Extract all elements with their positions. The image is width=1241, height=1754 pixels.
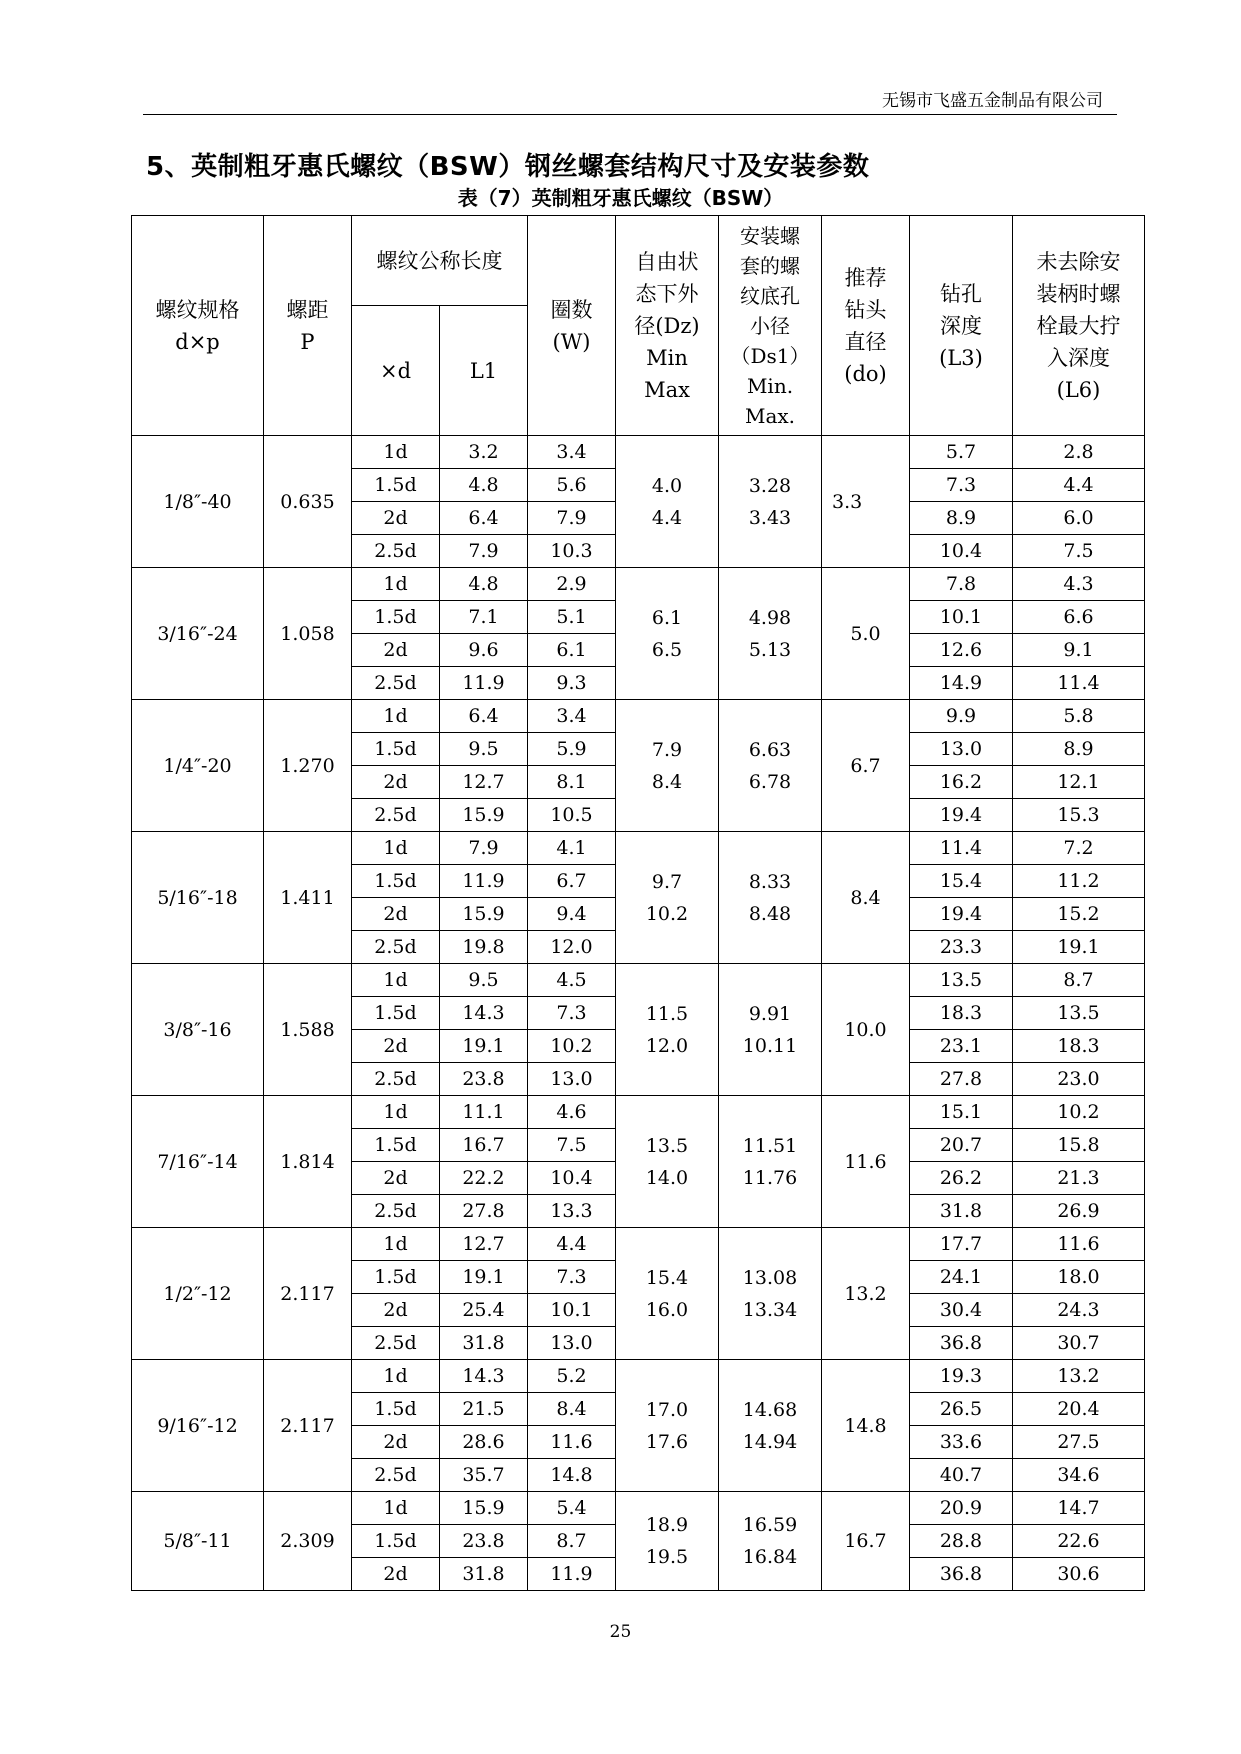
- drill-dia-cell: 6.7: [822, 700, 910, 832]
- max-depth-cell: 20.4: [1013, 1393, 1145, 1426]
- thread-spec-cell: 1/8″-40: [132, 436, 264, 568]
- l1-cell: 22.2: [440, 1162, 528, 1195]
- thread-spec-cell: 7/16″-14: [132, 1096, 264, 1228]
- drill-depth-cell: 13.0: [910, 733, 1013, 766]
- drill-dia-cell: 5.0: [822, 568, 910, 700]
- turns-cell: 14.8: [528, 1459, 616, 1492]
- l1-cell: 21.5: [440, 1393, 528, 1426]
- drill-depth-cell: 31.8: [910, 1195, 1013, 1228]
- drill-depth-cell: 26.2: [910, 1162, 1013, 1195]
- drill-depth-cell: 19.4: [910, 898, 1013, 931]
- l1-cell: 23.8: [440, 1063, 528, 1096]
- xd-cell: 1.5d: [352, 733, 440, 766]
- l1-cell: 3.2: [440, 436, 528, 469]
- table-row: [132, 436, 1145, 469]
- drill-depth-cell: 9.9: [910, 700, 1013, 733]
- col-header-spec: 螺纹规格 d×p: [132, 216, 264, 436]
- l1-cell: 25.4: [440, 1294, 528, 1327]
- free-od-cell: 13.5 14.0: [616, 1096, 719, 1228]
- drill-depth-cell: 14.9: [910, 667, 1013, 700]
- drill-depth-cell: 40.7: [910, 1459, 1013, 1492]
- max-depth-cell: 8.7: [1013, 964, 1145, 997]
- xd-cell: 1.5d: [352, 1261, 440, 1294]
- hole-minor-cell: 14.68 14.94: [719, 1360, 822, 1492]
- max-depth-cell: 30.6: [1013, 1558, 1145, 1591]
- max-depth-cell: 10.2: [1013, 1096, 1145, 1129]
- section-title: 5、英制粗牙惠氏螺纹（BSW）钢丝螺套结构尺寸及安装参数: [146, 152, 870, 182]
- max-depth-cell: 15.3: [1013, 799, 1145, 832]
- xd-cell: 2.5d: [352, 931, 440, 964]
- drill-depth-cell: 30.4: [910, 1294, 1013, 1327]
- max-depth-cell: 21.3: [1013, 1162, 1145, 1195]
- max-depth-cell: 4.4: [1013, 469, 1145, 502]
- l1-cell: 15.9: [440, 1492, 528, 1525]
- drill-depth-cell: 19.4: [910, 799, 1013, 832]
- turns-cell: 6.1: [528, 634, 616, 667]
- drill-depth-cell: 5.7: [910, 436, 1013, 469]
- drill-depth-cell: 20.7: [910, 1129, 1013, 1162]
- drill-dia-cell: 10.0: [822, 964, 910, 1096]
- turns-cell: 7.5: [528, 1129, 616, 1162]
- pitch-cell: 1.058: [264, 568, 352, 700]
- pitch-cell: 1.588: [264, 964, 352, 1096]
- max-depth-cell: 15.8: [1013, 1129, 1145, 1162]
- turns-cell: 13.0: [528, 1327, 616, 1360]
- xd-cell: 1.5d: [352, 997, 440, 1030]
- turns-cell: 10.4: [528, 1162, 616, 1195]
- thread-spec-cell: 5/16″-18: [132, 832, 264, 964]
- max-depth-cell: 15.2: [1013, 898, 1145, 931]
- turns-cell: 8.4: [528, 1393, 616, 1426]
- header-divider: [143, 114, 1117, 115]
- pitch-cell: 1.814: [264, 1096, 352, 1228]
- pitch-cell: 0.635: [264, 436, 352, 568]
- max-depth-cell: 34.6: [1013, 1459, 1145, 1492]
- turns-cell: 11.6: [528, 1426, 616, 1459]
- l1-cell: 14.3: [440, 1360, 528, 1393]
- l1-cell: 16.7: [440, 1129, 528, 1162]
- hole-minor-cell: 11.51 11.76: [719, 1096, 822, 1228]
- drill-dia-cell: 3.3: [822, 436, 910, 568]
- thread-spec-cell: 1/2″-12: [132, 1228, 264, 1360]
- hole-minor-cell: 8.33 8.48: [719, 832, 822, 964]
- turns-cell: 13.0: [528, 1063, 616, 1096]
- xd-cell: 2.5d: [352, 1327, 440, 1360]
- table-row: [132, 1096, 1145, 1129]
- xd-cell: 2d: [352, 1294, 440, 1327]
- turns-cell: 9.4: [528, 898, 616, 931]
- max-depth-cell: 24.3: [1013, 1294, 1145, 1327]
- thread-spec-cell: 3/8″-16: [132, 964, 264, 1096]
- drill-depth-cell: 19.3: [910, 1360, 1013, 1393]
- max-depth-cell: 5.8: [1013, 700, 1145, 733]
- max-depth-cell: 19.1: [1013, 931, 1145, 964]
- pitch-cell: 2.117: [264, 1360, 352, 1492]
- turns-cell: 5.1: [528, 601, 616, 634]
- thread-spec-cell: 3/16″-24: [132, 568, 264, 700]
- drill-depth-cell: 23.1: [910, 1030, 1013, 1063]
- turns-cell: 3.4: [528, 436, 616, 469]
- l1-cell: 12.7: [440, 766, 528, 799]
- table-row: [132, 700, 1145, 733]
- free-od-cell: 15.4 16.0: [616, 1228, 719, 1360]
- col-header-nominal-length: 螺纹公称长度: [352, 216, 528, 306]
- turns-cell: 5.4: [528, 1492, 616, 1525]
- xd-cell: 1d: [352, 1492, 440, 1525]
- l1-cell: 11.9: [440, 865, 528, 898]
- drill-depth-cell: 8.9: [910, 502, 1013, 535]
- xd-cell: 1d: [352, 1096, 440, 1129]
- turns-cell: 10.5: [528, 799, 616, 832]
- turns-cell: 3.4: [528, 700, 616, 733]
- col-header-l1: L1: [440, 306, 528, 436]
- table-row: [132, 1492, 1145, 1525]
- drill-depth-cell: 7.8: [910, 568, 1013, 601]
- max-depth-cell: 22.6: [1013, 1525, 1145, 1558]
- turns-cell: 4.1: [528, 832, 616, 865]
- drill-dia-cell: 11.6: [822, 1096, 910, 1228]
- turns-cell: 5.2: [528, 1360, 616, 1393]
- l1-cell: 11.1: [440, 1096, 528, 1129]
- turns-cell: 5.9: [528, 733, 616, 766]
- xd-cell: 2d: [352, 1162, 440, 1195]
- max-depth-cell: 8.9: [1013, 733, 1145, 766]
- xd-cell: 1.5d: [352, 865, 440, 898]
- xd-cell: 1.5d: [352, 469, 440, 502]
- drill-depth-cell: 10.4: [910, 535, 1013, 568]
- free-od-cell: 6.1 6.5: [616, 568, 719, 700]
- max-depth-cell: 27.5: [1013, 1426, 1145, 1459]
- drill-depth-cell: 17.7: [910, 1228, 1013, 1261]
- max-depth-cell: 6.0: [1013, 502, 1145, 535]
- l1-cell: 4.8: [440, 469, 528, 502]
- turns-cell: 4.4: [528, 1228, 616, 1261]
- xd-cell: 2d: [352, 1030, 440, 1063]
- bsw-spec-table: [131, 215, 1145, 1591]
- max-depth-cell: 4.3: [1013, 568, 1145, 601]
- max-depth-cell: 9.1: [1013, 634, 1145, 667]
- thread-spec-cell: 5/8″-11: [132, 1492, 264, 1591]
- col-header-turns: 圈数 (W): [528, 216, 616, 436]
- table-row: [132, 1360, 1145, 1393]
- thread-spec-cell: 9/16″-12: [132, 1360, 264, 1492]
- xd-cell: 2.5d: [352, 667, 440, 700]
- drill-depth-cell: 26.5: [910, 1393, 1013, 1426]
- drill-depth-cell: 28.8: [910, 1525, 1013, 1558]
- l1-cell: 23.8: [440, 1525, 528, 1558]
- xd-cell: 1.5d: [352, 601, 440, 634]
- l1-cell: 19.1: [440, 1261, 528, 1294]
- drill-depth-cell: 12.6: [910, 634, 1013, 667]
- pitch-cell: 2.117: [264, 1228, 352, 1360]
- l1-cell: 6.4: [440, 502, 528, 535]
- pitch-cell: 1.411: [264, 832, 352, 964]
- turns-cell: 8.7: [528, 1525, 616, 1558]
- col-header-free-od: 自由状 态下外 径(Dz) Min Max: [616, 216, 719, 436]
- turns-cell: 7.9: [528, 502, 616, 535]
- drill-depth-cell: 16.2: [910, 766, 1013, 799]
- l1-cell: 9.5: [440, 964, 528, 997]
- max-depth-cell: 6.6: [1013, 601, 1145, 634]
- l1-cell: 28.6: [440, 1426, 528, 1459]
- turns-cell: 7.3: [528, 1261, 616, 1294]
- free-od-cell: 4.0 4.4: [616, 436, 719, 568]
- l1-cell: 15.9: [440, 898, 528, 931]
- xd-cell: 1.5d: [352, 1393, 440, 1426]
- xd-cell: 2d: [352, 502, 440, 535]
- col-header-drill-dia: 推荐 钻头 直径 (do): [822, 216, 910, 436]
- turns-cell: 2.9: [528, 568, 616, 601]
- xd-cell: 1d: [352, 568, 440, 601]
- xd-cell: 2.5d: [352, 799, 440, 832]
- l1-cell: 19.8: [440, 931, 528, 964]
- free-od-cell: 7.9 8.4: [616, 700, 719, 832]
- turns-cell: 10.1: [528, 1294, 616, 1327]
- drill-depth-cell: 20.9: [910, 1492, 1013, 1525]
- hole-minor-cell: 9.91 10.11: [719, 964, 822, 1096]
- l1-cell: 7.9: [440, 535, 528, 568]
- drill-depth-cell: 33.6: [910, 1426, 1013, 1459]
- drill-depth-cell: 36.8: [910, 1327, 1013, 1360]
- xd-cell: 2.5d: [352, 535, 440, 568]
- turns-cell: 8.1: [528, 766, 616, 799]
- turns-cell: 12.0: [528, 931, 616, 964]
- l1-cell: 31.8: [440, 1558, 528, 1591]
- hole-minor-cell: 13.08 13.34: [719, 1228, 822, 1360]
- free-od-cell: 9.7 10.2: [616, 832, 719, 964]
- free-od-cell: 17.0 17.6: [616, 1360, 719, 1492]
- turns-cell: 5.6: [528, 469, 616, 502]
- max-depth-cell: 2.8: [1013, 436, 1145, 469]
- drill-depth-cell: 13.5: [910, 964, 1013, 997]
- table-caption: 表（7）英制粗牙惠氏螺纹（BSW）: [457, 186, 784, 210]
- turns-cell: 9.3: [528, 667, 616, 700]
- xd-cell: 2d: [352, 766, 440, 799]
- hole-minor-cell: 16.59 16.84: [719, 1492, 822, 1591]
- drill-dia-cell: 14.8: [822, 1360, 910, 1492]
- xd-cell: 1d: [352, 436, 440, 469]
- col-header-hole-minor: 安装螺 套的螺 纹底孔 小径 （Ds1） Min. Max.: [719, 216, 822, 436]
- l1-cell: 19.1: [440, 1030, 528, 1063]
- drill-dia-cell: 16.7: [822, 1492, 910, 1591]
- turns-cell: 10.3: [528, 535, 616, 568]
- drill-depth-cell: 7.3: [910, 469, 1013, 502]
- col-header-pitch: 螺距 P: [264, 216, 352, 436]
- max-depth-cell: 18.3: [1013, 1030, 1145, 1063]
- drill-depth-cell: 23.3: [910, 931, 1013, 964]
- max-depth-cell: 11.4: [1013, 667, 1145, 700]
- l1-cell: 9.5: [440, 733, 528, 766]
- l1-cell: 9.6: [440, 634, 528, 667]
- turns-cell: 6.7: [528, 865, 616, 898]
- max-depth-cell: 11.6: [1013, 1228, 1145, 1261]
- xd-cell: 1d: [352, 1360, 440, 1393]
- col-header-xd: ×d: [352, 306, 440, 436]
- l1-cell: 14.3: [440, 997, 528, 1030]
- l1-cell: 7.1: [440, 601, 528, 634]
- l1-cell: 35.7: [440, 1459, 528, 1492]
- drill-depth-cell: 15.4: [910, 865, 1013, 898]
- hole-minor-cell: 4.98 5.13: [719, 568, 822, 700]
- drill-depth-cell: 27.8: [910, 1063, 1013, 1096]
- xd-cell: 1.5d: [352, 1525, 440, 1558]
- l1-cell: 27.8: [440, 1195, 528, 1228]
- xd-cell: 2d: [352, 634, 440, 667]
- free-od-cell: 11.5 12.0: [616, 964, 719, 1096]
- xd-cell: 2.5d: [352, 1459, 440, 1492]
- max-depth-cell: 18.0: [1013, 1261, 1145, 1294]
- hole-minor-cell: 3.28 3.43: [719, 436, 822, 568]
- max-depth-cell: 11.2: [1013, 865, 1145, 898]
- drill-depth-cell: 24.1: [910, 1261, 1013, 1294]
- l1-cell: 6.4: [440, 700, 528, 733]
- l1-cell: 4.8: [440, 568, 528, 601]
- col-header-drill-depth: 钻孔 深度 (L3): [910, 216, 1013, 436]
- hole-minor-cell: 6.63 6.78: [719, 700, 822, 832]
- xd-cell: 1d: [352, 1228, 440, 1261]
- pitch-cell: 2.309: [264, 1492, 352, 1591]
- max-depth-cell: 13.5: [1013, 997, 1145, 1030]
- xd-cell: 2.5d: [352, 1063, 440, 1096]
- drill-depth-cell: 11.4: [910, 832, 1013, 865]
- thread-spec-cell: 1/4″-20: [132, 700, 264, 832]
- max-depth-cell: 30.7: [1013, 1327, 1145, 1360]
- turns-cell: 11.9: [528, 1558, 616, 1591]
- table-row: [132, 1228, 1145, 1261]
- l1-cell: 7.9: [440, 832, 528, 865]
- drill-dia-cell: 8.4: [822, 832, 910, 964]
- turns-cell: 10.2: [528, 1030, 616, 1063]
- xd-cell: 1d: [352, 700, 440, 733]
- col-header-max-depth: 未去除安 装柄时螺 栓最大拧 入深度 (L6): [1013, 216, 1145, 436]
- max-depth-cell: 7.2: [1013, 832, 1145, 865]
- turns-cell: 7.3: [528, 997, 616, 1030]
- xd-cell: 1.5d: [352, 1129, 440, 1162]
- drill-depth-cell: 15.1: [910, 1096, 1013, 1129]
- l1-cell: 12.7: [440, 1228, 528, 1261]
- drill-depth-cell: 18.3: [910, 997, 1013, 1030]
- l1-cell: 31.8: [440, 1327, 528, 1360]
- xd-cell: 2.5d: [352, 1195, 440, 1228]
- max-depth-cell: 23.0: [1013, 1063, 1145, 1096]
- header-company-name: 无锡市飞盛五金制品有限公司: [882, 91, 1103, 111]
- turns-cell: 4.6: [528, 1096, 616, 1129]
- max-depth-cell: 26.9: [1013, 1195, 1145, 1228]
- page-number: 25: [609, 1622, 632, 1642]
- xd-cell: 2d: [352, 1558, 440, 1591]
- l1-cell: 15.9: [440, 799, 528, 832]
- max-depth-cell: 13.2: [1013, 1360, 1145, 1393]
- table-row: [132, 832, 1145, 865]
- turns-cell: 4.5: [528, 964, 616, 997]
- table-row: [132, 568, 1145, 601]
- drill-depth-cell: 10.1: [910, 601, 1013, 634]
- xd-cell: 1d: [352, 832, 440, 865]
- table-row: [132, 964, 1145, 997]
- drill-dia-cell: 13.2: [822, 1228, 910, 1360]
- xd-cell: 2d: [352, 1426, 440, 1459]
- max-depth-cell: 14.7: [1013, 1492, 1145, 1525]
- max-depth-cell: 12.1: [1013, 766, 1145, 799]
- free-od-cell: 18.9 19.5: [616, 1492, 719, 1591]
- max-depth-cell: 7.5: [1013, 535, 1145, 568]
- pitch-cell: 1.270: [264, 700, 352, 832]
- xd-cell: 1d: [352, 964, 440, 997]
- turns-cell: 13.3: [528, 1195, 616, 1228]
- xd-cell: 2d: [352, 898, 440, 931]
- drill-depth-cell: 36.8: [910, 1558, 1013, 1591]
- l1-cell: 11.9: [440, 667, 528, 700]
